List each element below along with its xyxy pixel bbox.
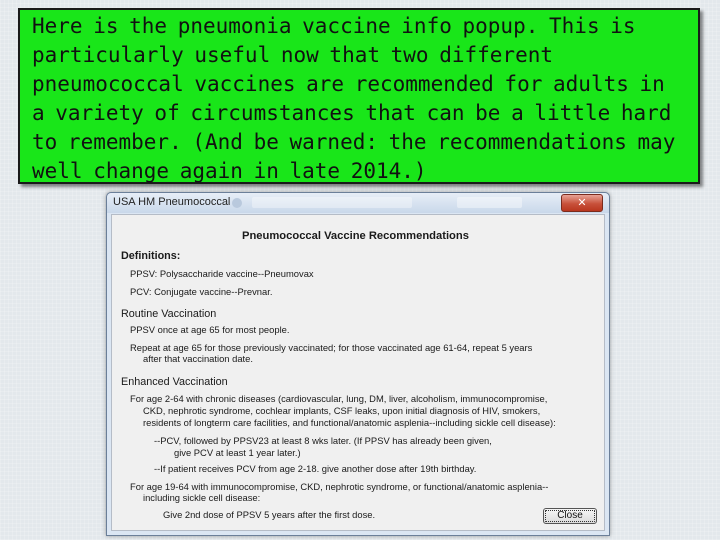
window-title: USA HM Pneumococcal xyxy=(113,196,231,208)
routine-line-2a: Repeat at age 65 for those previously vaccinated; for those vaccinated age 61-64, repeat 5 years xyxy=(130,342,533,353)
titlebar-blur-2 xyxy=(457,197,522,208)
close-icon[interactable]: ✕ xyxy=(561,194,603,212)
enhanced-b1: --PCV, followed by PPSV23 at least 8 wks later. (If PPSV has already been given, xyxy=(154,435,492,446)
annotation-callout xyxy=(18,8,700,184)
definition-ppsv: PPSV: Polysaccharide vaccine--Pneumovax xyxy=(130,268,314,279)
vaccine-info-popup xyxy=(106,192,610,536)
routine-line-1: PPSV once at age 65 for most people. xyxy=(130,324,290,335)
enhanced-title: Enhanced Vaccination xyxy=(121,376,228,388)
title-bar[interactable] xyxy=(107,193,609,213)
enhanced-c1: --If patient receives PCV from age 2-18. give another dose after 19th birthday. xyxy=(154,463,477,474)
enhanced-a2: CKD, nephrotic syndrome, cochlear implants, CSF leaks, upon initial diagnosis of HIV, smokers, xyxy=(143,405,541,416)
enhanced-a3: residents of longterm care facilities, and functional/anatomic asplenia--including sickle cell disease): xyxy=(143,417,556,428)
definition-pcv: PCV: Conjugate vaccine--Prevnar. xyxy=(130,286,273,297)
close-button[interactable]: Close xyxy=(543,508,597,524)
routine-line-2b: after that vaccination date. xyxy=(143,353,253,364)
enhanced-d2: including sickle cell disease: xyxy=(143,492,261,503)
definitions-title: Definitions: xyxy=(121,250,181,262)
popup-content xyxy=(111,214,605,531)
popup-heading: Pneumococcal Vaccine Recommendations xyxy=(242,230,469,242)
enhanced-e1: Give 2nd dose of PPSV 5 years after the first dose. xyxy=(163,509,376,520)
titlebar-blur xyxy=(252,197,412,208)
enhanced-a1: For age 2-64 with chronic diseases (cardiovascular, lung, DM, liver, alcoholism, immunocompromise, xyxy=(130,393,548,404)
titlebar-icon xyxy=(232,198,242,208)
callout-text: Here is the pneumonia vaccine info popup. This is particularly useful now that two different pneumococcal vaccines are recommended for adults in a variety of circumstances that can be a little hard to remember. (And be warned: the recommendations may well change again in late 2014.) xyxy=(32,14,676,183)
enhanced-d1: For age 19-64 with immunocompromise, CKD, nephrotic syndrome, or functional/anatomic asplenia-- xyxy=(130,481,549,492)
enhanced-b2: give PCV at least 1 year later.) xyxy=(174,447,301,458)
routine-title: Routine Vaccination xyxy=(121,308,217,320)
